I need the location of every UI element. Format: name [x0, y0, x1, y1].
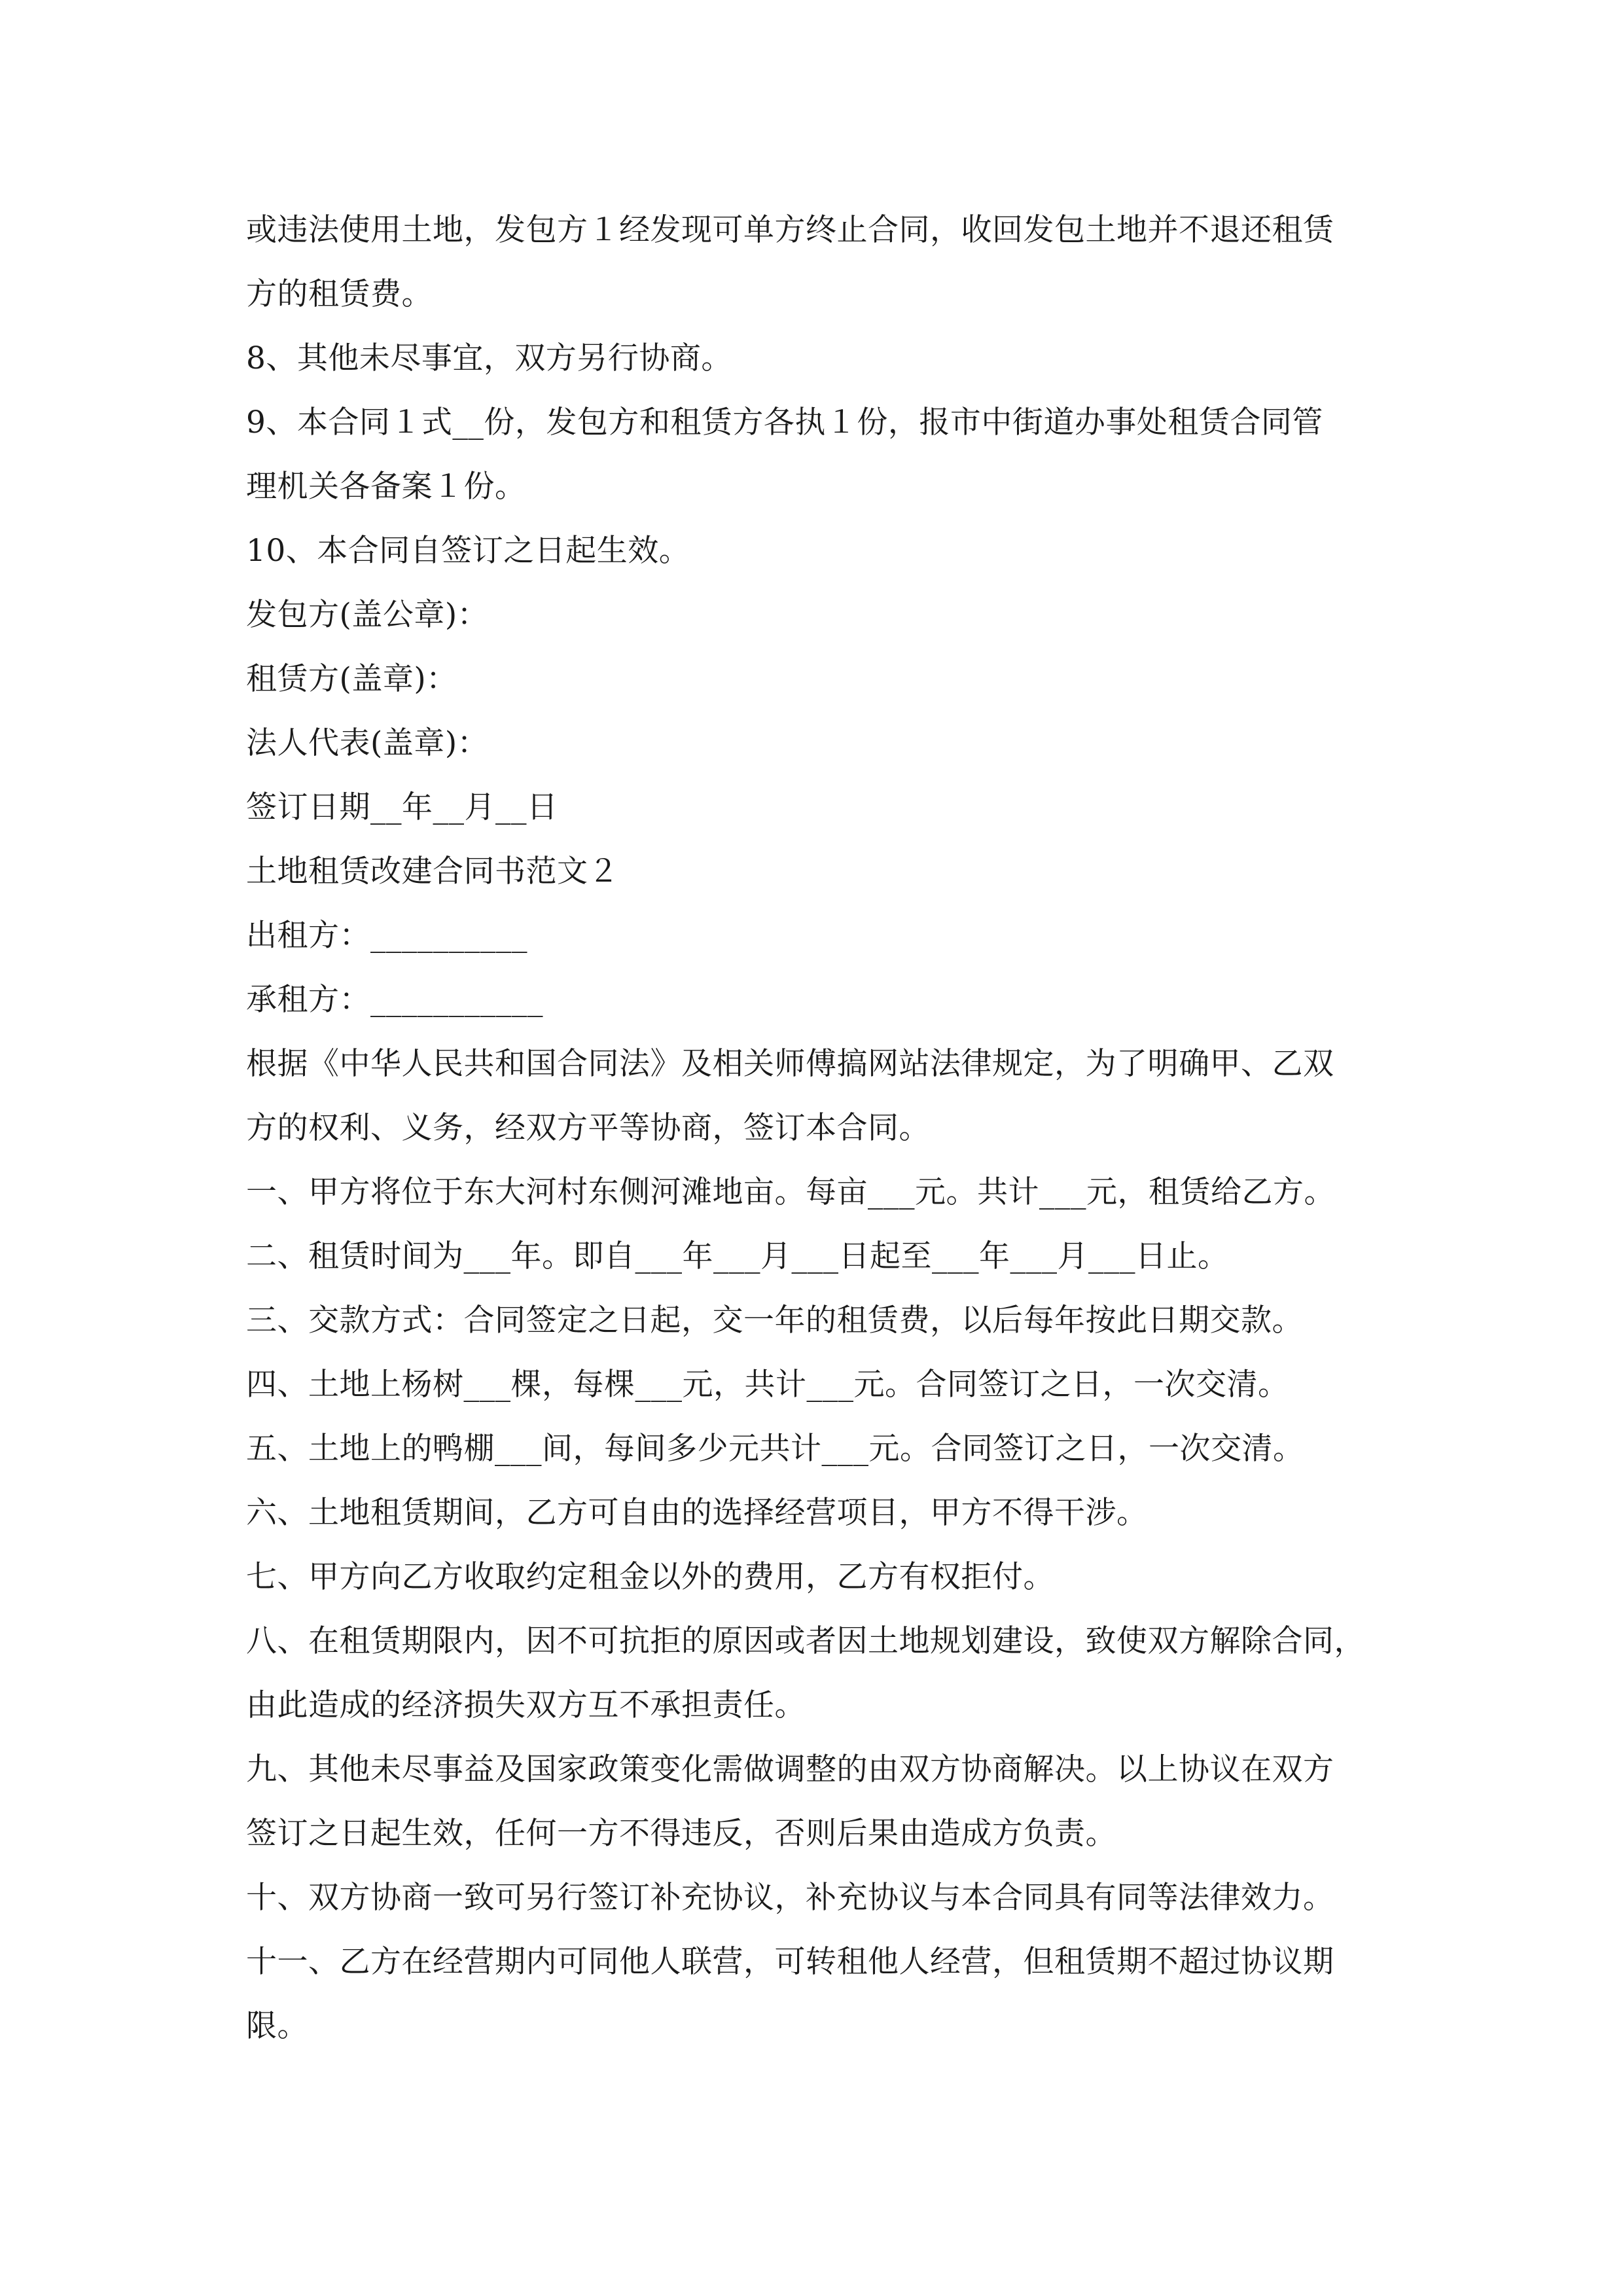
- document-body: [246, 198, 1398, 2058]
- text-line: 承租方：___________: [246, 982, 543, 1018]
- text-line: 三、交款方式：合同签定之日起，交一年的租赁费，以后每年按此日期交款。: [246, 1302, 1303, 1338]
- text-line: 发包方(盖公章)：: [246, 597, 489, 633]
- text-line: 8、其他未尽事宜，双方另行协商。: [246, 340, 732, 376]
- text-line: 一、甲方将位于东大河村东侧河滩地亩。每亩___元。共计___元，租赁给乙方。: [246, 1174, 1335, 1210]
- section-heading: 土地租赁改建合同书范文２: [246, 853, 619, 889]
- text-line: 限。: [246, 2008, 308, 2044]
- text-line: 二、租赁时间为___年。即自___年___月___日起至___年___月___日止。: [246, 1238, 1229, 1274]
- text-line: 十一、乙方在经营期内可同他人联营，可转租他人经营，但租赁期不超过协议期: [246, 1944, 1334, 1980]
- text-line: 方的权利、义务，经双方平等协商，签订本合同。: [246, 1110, 930, 1146]
- text-line: 签订日期__年__月__日: [246, 789, 558, 825]
- text-line: 七、甲方向乙方收取约定租金以外的费用，乙方有权拒付。: [246, 1559, 1054, 1595]
- text-line: 10、本合同自签订之日起生效。: [246, 533, 690, 569]
- text-line: 五、土地上的鸭棚___间，每间多少元共计___元。合同签订之日，一次交清。: [246, 1431, 1304, 1467]
- text-line: 法人代表(盖章)：: [246, 725, 489, 761]
- text-line: 租赁方(盖章)：: [246, 661, 457, 697]
- text-line: 理机关各备案１份。: [246, 469, 526, 505]
- text-line: 9、本合同１式__份，发包方和租赁方各执１份，报市中街道办事处租赁合同管: [246, 404, 1323, 440]
- text-line: 根据《中华人民共和国合同法》及相关师傅搞网站法律规定，为了明确甲、乙双: [246, 1046, 1334, 1082]
- text-line: 六、土地租赁期间，乙方可自由的选择经营项目，甲方不得干涉。: [246, 1495, 1148, 1531]
- text-line: 或违法使用土地，发包方１经发现可单方终止合同，收回发包土地并不退还租赁: [246, 212, 1334, 248]
- text-line: 签订之日起生效，任何一方不得违反，否则后果由造成方负责。: [246, 1816, 1116, 1852]
- text-line: 九、其他未尽事益及国家政策变化需做调整的由双方协商解决。以上协议在双方: [246, 1751, 1334, 1787]
- text-line: 四、土地上杨树___棵，每棵___元，共计___元。合同签订之日，一次交清。: [246, 1367, 1289, 1403]
- text-line: 由此造成的经济损失双方互不承担责任。: [246, 1687, 806, 1723]
- text-line: 出租方：__________: [246, 918, 527, 954]
- text-line: 八、在租赁期限内，因不可抗拒的原因或者因土地规划建设，致使双方解除合同，: [246, 1623, 1365, 1659]
- text-line: 方的租赁费。: [246, 276, 433, 312]
- text-line: 十、双方协商一致可另行签订补充协议，补充协议与本合同具有同等法律效力。: [246, 1880, 1334, 1916]
